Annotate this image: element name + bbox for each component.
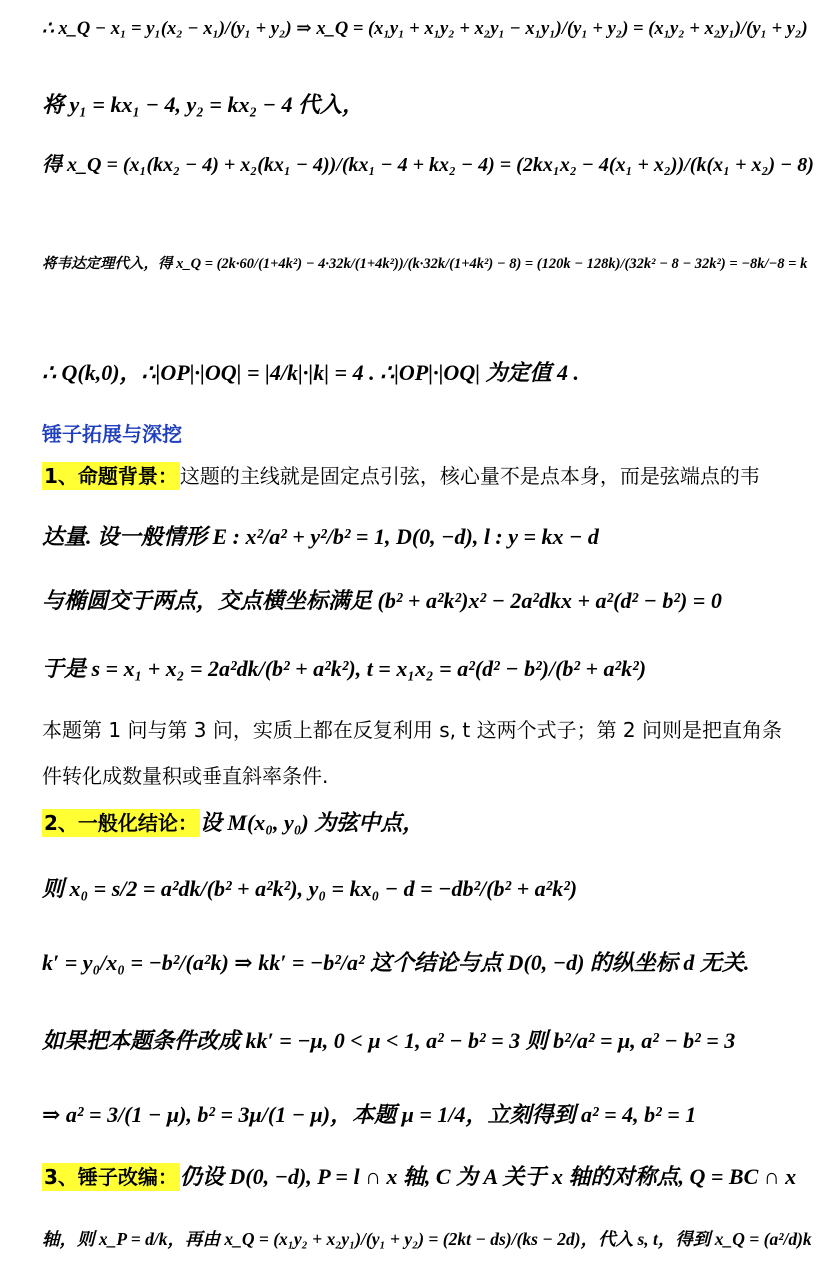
point-1-label: 1、命题背景：: [44, 464, 178, 488]
general-case-line: 达量. 设一般情形 E : x²/a² + y²/b² = 1, D(0, −d), l : y = kx − d: [42, 524, 599, 549]
conclusion-line: ∴ Q(k,0)，∴|OP|·|OQ| = |4/k|·|k| = 4 . ∴|OP|·|OQ| 为定值 4 .: [42, 360, 580, 385]
point-2-label: 2、一般化结论：: [44, 811, 198, 835]
point-3-label: 3、锤子改编：: [44, 1165, 178, 1189]
point-2-text: 设 M(x₀, y₀) 为弦中点，: [199, 810, 425, 835]
substitution-line: 将 y₁ = kx₁ − 4, y₂ = kx₂ − 4 代入，: [42, 92, 364, 117]
slope-product-line: k′ = y₀/x₀ = −b²/(a²k) ⇒ kk′ = −b²/a² 这个结论与点 D(0, −d) 的纵坐标 d 无关.: [42, 950, 750, 975]
vieta-substitution-line: 将韦达定理代入，得 x_Q = (2k·60/(1+4k²) − 4·32k/(1+4k²))/(k·32k/(1+4k²) − 8) = (120k − 128k)/(32k² − 8 − 32k²) = −8k/−8 = k: [42, 256, 808, 272]
equation-line-3: 得 x_Q = (x₁(kx₂ − 4) + x₂(kx₁ − 4))/(kx₁ − 4 + kx₂ − 4) = (2kx₁x₂ − 4(x₁ + x₂))/(k(x₁ + x₂) − 8): [42, 154, 814, 176]
midpoint-line: 则 x₀ = s/2 = a²dk/(b² + a²k²), y₀ = kx₀ − d = −db²/(b² + a²k²): [42, 876, 578, 901]
section-heading: 锤子拓展与深挖: [42, 422, 182, 446]
point-3-line: [42, 1160, 796, 1191]
point-1-line: [42, 460, 760, 489]
condition-line: 如果把本题条件改成 kk′ = −μ, 0 < μ < 1, a² − b² = 3 则 b²/a² = μ, a² − b² = 3: [42, 1028, 736, 1053]
result-line: ⇒ a² = 3/(1 − μ), b² = 3μ/(1 − μ)，本题 μ = 1/4，立刻得到 a² = 4, b² = 1: [42, 1102, 697, 1127]
point-2-line: [42, 806, 424, 837]
point-3-text: 仍设 D(0, −d), P = l ∩ x 轴, C 为 A 关于 x 轴的对称点, Q = BC ∩ x: [179, 1164, 797, 1189]
quadratic-line: 与椭圆交于两点，交点横坐标满足 (b² + a²k²)x² − 2a²dkx + a²(d² − b²) = 0: [42, 588, 722, 613]
point-1-text: 这题的主线就是固定点引弦，核心量不是点本身，而是弦端点的韦: [179, 464, 760, 488]
remark-line-2: 件转化成数量积或垂直斜率条件.: [42, 764, 329, 788]
final-line: 轴，则 x_P = d/k，再由 x_Q = (x₁y₂ + x₂y₁)/(y₁ + y₂) = (2kt − ds)/(ks − 2d)，代入 s, t，得到 x_Q = (a²/d)k: [42, 1229, 812, 1249]
remark-line-1: 本题第 1 问与第 3 问，实质上都在反复利用 s, t 这两个式子；第 2 问则是把直角条: [42, 718, 783, 742]
vieta-line: 于是 s = x₁ + x₂ = 2a²dk/(b² + a²k²), t = x₁x₂ = a²(d² − b²)/(b² + a²k²): [42, 656, 647, 681]
equation-line-1: ∴ x_Q − x₁ = y₁(x₂ − x₁)/(y₁ + y₂) ⇒ x_Q = (x₁y₁ + x₁y₂ + x₂y₁ − x₁y₁)/(y₁ + y₂) = (x₁y₂ + x₂y₁)/(y₁ + y₂): [42, 19, 808, 39]
